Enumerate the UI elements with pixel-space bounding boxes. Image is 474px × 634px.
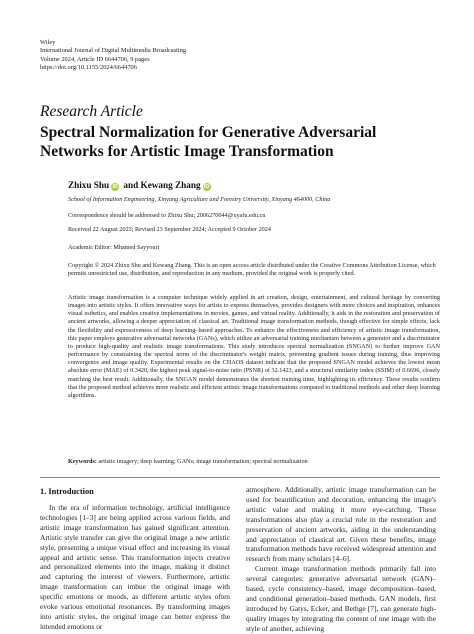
doi-link[interactable]: https://doi.org/10.1155/2024/6644706 (40, 64, 137, 72)
keywords-text: artistic imagery; deep learning; GANs; image transformation; spectral normalization (98, 458, 308, 465)
author-affiliation: School of Information Engineering, Xinyang Agriculture and Forestry University, Xinyang 464000, China (68, 196, 331, 203)
correspondence-line: Correspondence should be addressed to Zhixu Shu; 2006270044@xyafu.edu.cn (68, 212, 266, 219)
copyright-notice: Copyright © 2024 Zhixu Shu and Kewang Zhang. This is an open access article distributed under the Creative Commons Attribution License, which permits unrestricted use, distribution, and reproduction in any medium, provided the original work is properly cited. (68, 262, 436, 278)
body-column-left: In the era of information technology, artificial intelligence technologies [1–3] are being applied across various fields, and artistic image transformation has gained significant attention. Artistic style transfer can give the original image a new artistic style, presenting a unique visual effect and increasing its visual appeal and artistic sense. This transformation injects creative and personalized elements into the image, making it distinct and capturing the interest of viewers. Furthermore, artistic image transformation can imbue the original image with specific emotions or moods, as different artistic styles often evoke various emotional resonances. By transforming images into artistic styles, the original image can better express the intended emotions or (40, 503, 230, 631)
journal-masthead (40, 39, 186, 73)
author-name-1[interactable]: Zhixu Shu (68, 180, 110, 190)
orcid-icon[interactable]: iD (203, 184, 210, 190)
article-type: Research Article (40, 103, 143, 120)
body-paragraph: Current image transformation methods primarily fall into several categories: generative adversarial network (GAN)–based, cycle consistency–based, image decomposition–based, and conditional generation–based methods. GAN models, first introduced by Gatys, Ecker, and Bethge [7], can generate high-quality images by integrating the content of one image with the style of another, achieving (246, 564, 436, 633)
paper-title: Spectral Normalization for Generative Adversarial Networks for Artistic Image Transformation (40, 124, 377, 160)
author-line (68, 180, 213, 191)
author-name-2[interactable]: Kewang Zhang (140, 180, 201, 190)
section-divider (40, 477, 440, 478)
keywords-line (68, 458, 440, 466)
publisher-name: Wiley (40, 39, 56, 46)
abstract-paragraph: Artistic image transformation is a computer technique widely applied in art creation, design, entertainment, and cultural heritage by converting images into artistic styles. It offers innovative ways for artists to express themselves, provides designers with more choices and inspiration, enhances visual esthetics, and enables creative implementations in movies, games, and virtual reality. Additionally, it aids in the restoration and preservation of ancient artworks, allowing a deeper appreciation of classical art. Traditional image transformation methods, though effective for simple effects, lack the flexibility and expressiveness of deep learning–based approaches. To enhance the effectiveness and efficiency of artistic image transformation, this paper employs generative adversarial networks (GANs), which utilize an adversarial training mechanism between a generator and a discriminator to produce high-quality and realistic image transformations. This study introduces spectral normalization (SNGAN) to further improve GAN performance by constraining the spectral norm of the discriminator's weight matrix, preventing gradient issues during training, thus improving convergence and image quality. Experimental results on the CHAOS dataset indicate that the proposed SNGAN model achieves the lowest mean absolute error (MAE) of 0.3420, the highest peak signal-to-noise ratio (PSNR) of 32.1423, and a structural similarity index (SSIM) of 0.6696, closely matching the best result. Additionally, the SNGAN model demonstrates the shortest training time, highlighting its efficiency. These results confirm that the proposed method achieves more realistic and efficient artistic image transformations compared to traditional methods and other deep learning algorithms. (68, 294, 440, 399)
body-paragraph: atmosphere. Additionally, artistic image transformation can be used for beautification and decoration, enhancing the image's artistic value and making it more eye-catching. These transformations also play a crucial role in the restoration and preservation of ancient artworks, aiding in the understanding and appreciation of classical art. Given these benefits, image transformation methods have received widespread attention and research from many scholars [4–6]. (246, 485, 436, 564)
volume-info: Volume 2024, Article ID 6644706, 9 pages (40, 55, 150, 63)
keywords-label: Keywords: (68, 458, 97, 465)
author-connector: and (123, 180, 139, 190)
section-heading-introduction: 1. Introduction (40, 487, 94, 496)
body-column-right (246, 485, 436, 634)
publication-dates: Received 22 August 2023; Revised 23 September 2024; Accepted 9 October 2024 (68, 226, 271, 233)
academic-editor: Academic Editor: Mhamed Sayyouri (68, 244, 160, 251)
journal-name: International Journal of Digital Multimedia Broadcasting (40, 47, 187, 55)
orcid-icon[interactable]: iD (112, 184, 118, 190)
